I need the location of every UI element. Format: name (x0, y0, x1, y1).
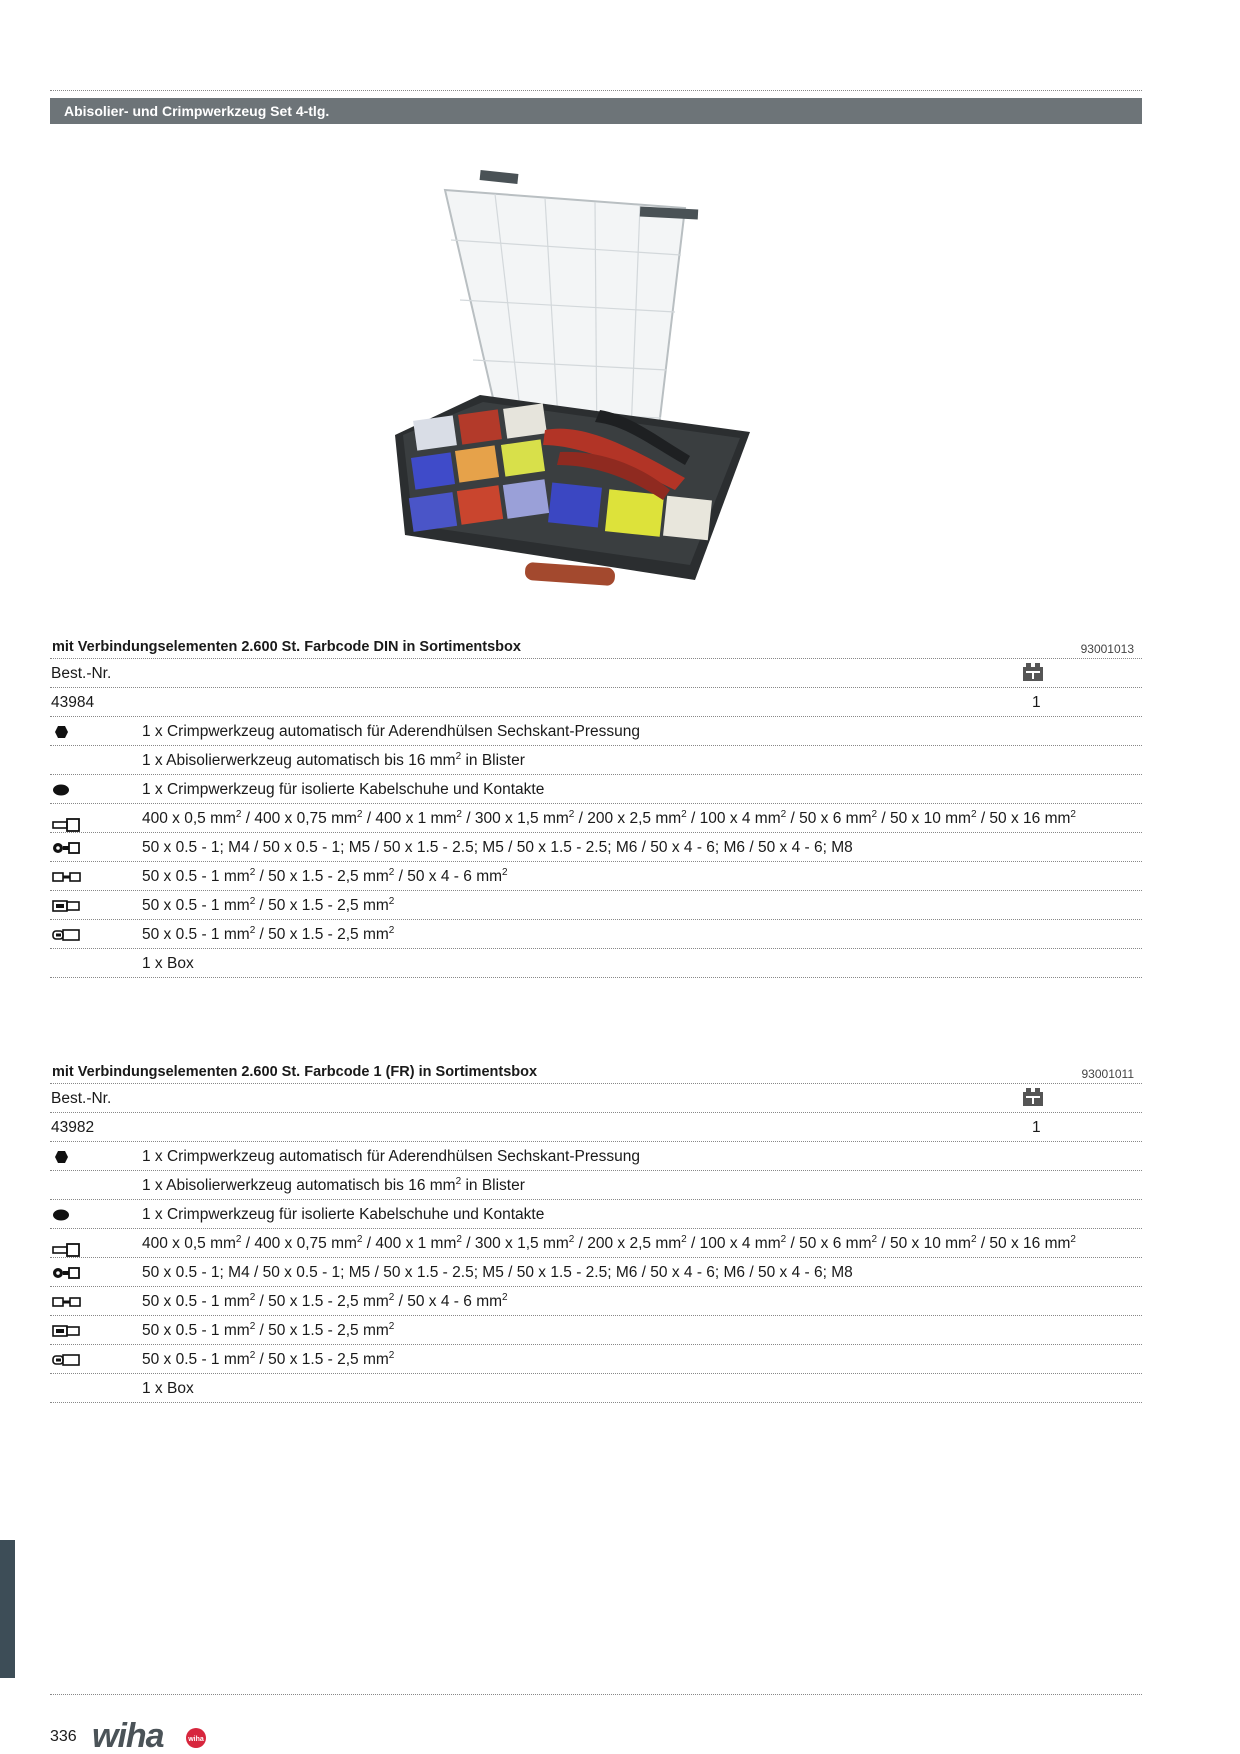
svg-text:wiha: wiha (92, 1717, 164, 1752)
hexagon-crimp-icon (52, 725, 82, 739)
item-row (50, 1316, 1142, 1345)
order-number: 43982 (51, 1119, 95, 1136)
article-code: 93001013 (1080, 642, 1134, 656)
flat-plug-icon (52, 1353, 82, 1367)
order-row (50, 1113, 1142, 1142)
item-text: 1 x Abisolierwerkzeug automatisch bis 16 $mm^2$ in Blister (142, 1175, 525, 1194)
article-code: 93001011 (1081, 1067, 1134, 1081)
order-row (50, 688, 1142, 717)
item-row (50, 1258, 1142, 1287)
package-icon (1022, 662, 1044, 682)
item-text: 50 x 0.5 - 1; M4 / 50 x 0.5 - 1; M5 / 50 x 1.5 - 2.5; M5 / 50 x 1.5 - 2.5; M6 / 50 x 4 - 6; M6 / 50 x 4 - 6; M8 (142, 839, 853, 856)
item-row (50, 1374, 1142, 1403)
oval-crimp-icon (52, 1208, 82, 1222)
item-row (50, 1287, 1142, 1316)
butt-connector-icon (52, 1295, 82, 1309)
item-text: 50 x 0.5 - 1 $mm^2 / 50$ x 1.5 - 2,5 $mm^2 / 50$ x 4 - 6 $mm^2$ (142, 866, 508, 885)
hexagon-crimp-icon (52, 1150, 82, 1164)
item-row (50, 746, 1142, 775)
item-text: 50 x 0.5 - 1 $mm^2 / 50$ x 1.5 - 2,5 $mm^2$ (142, 1320, 395, 1339)
product-title-row (50, 636, 1142, 659)
item-row (50, 920, 1142, 949)
item-text: 400 x 0,5 $mm^2 / 400$ x 0,75 $mm^2 / 400$ x 1 $mm^2 / 300$ x 1,5 $mm^2 / 200$ x 2,5 $mm^2 / 100$ x 4 $mm^2 / 50$ x 6 $mm^2 / 50$ x 10 $mm^2 / 50$ x 16 $mm^2$ (142, 808, 1076, 827)
item-row (50, 775, 1142, 804)
header-row (50, 1084, 1142, 1113)
product-title: mit Verbindungselementen 2.600 St. Farbcode 1 (FR) in Sortimentsbox (52, 1064, 538, 1080)
item-text: 50 x 0.5 - 1 $mm^2 / 50$ x 1.5 - 2,5 $mm^2$ (142, 1349, 395, 1368)
item-text: 1 x Box (142, 955, 194, 972)
item-row (50, 804, 1142, 833)
item-text: 50 x 0.5 - 1 $mm^2 / 50$ x 1.5 - 2,5 $mm^2$ (142, 895, 395, 914)
pack-quantity: 1 (1032, 694, 1041, 711)
item-row (50, 1229, 1142, 1258)
bottom-divider (50, 1694, 1142, 1695)
ferrule-icon (52, 1243, 82, 1257)
item-row (50, 891, 1142, 920)
package-icon (1022, 1087, 1044, 1107)
item-text: 50 x 0.5 - 1 $mm^2 / 50$ x 1.5 - 2,5 $mm^2$ (142, 924, 395, 943)
item-row (50, 862, 1142, 891)
order-number-label: Best.-Nr. (51, 1090, 112, 1107)
product-block-1 (50, 636, 1142, 978)
item-text: 1 x Crimpwerkzeug für isolierte Kabelschuhe und Kontakte (142, 781, 545, 798)
item-text: 1 x Crimpwerkzeug automatisch für Aderendhülsen Sechskant-Pressung (142, 1148, 640, 1165)
flat-receptacle-icon (52, 899, 82, 913)
item-row (50, 833, 1142, 862)
section-title: Abisolier- und Crimpwerkzeug Set 4-tlg. (50, 98, 1142, 124)
wiha-logo (92, 1716, 210, 1752)
product-title: mit Verbindungselementen 2.600 St. Farbcode DIN in Sortimentsbox (52, 639, 521, 655)
item-row (50, 1200, 1142, 1229)
product-block-2 (50, 1061, 1142, 1403)
header-row (50, 659, 1142, 688)
item-text: 400 x 0,5 $mm^2 / 400$ x 0,75 $mm^2 / 400$ x 1 $mm^2 / 300$ x 1,5 $mm^2 / 200$ x 2,5 $mm^2 / 100$ x 4 $mm^2 / 50$ x 6 $mm^2 / 50$ x 10 $mm^2 / 50$ x 16 $mm^2$ (142, 1233, 1076, 1252)
product-photo (385, 160, 815, 600)
item-row (50, 1345, 1142, 1374)
item-row (50, 717, 1142, 746)
item-row (50, 1142, 1142, 1171)
flat-receptacle-icon (52, 1324, 82, 1338)
item-row (50, 949, 1142, 978)
order-number: 43984 (51, 694, 95, 711)
svg-text:wiha: wiha (188, 1736, 204, 1743)
item-text: 50 x 0.5 - 1; M4 / 50 x 0.5 - 1; M5 / 50 x 1.5 - 2.5; M5 / 50 x 1.5 - 2.5; M6 / 50 x 4 - 6; M6 / 50 x 4 - 6; M8 (142, 1264, 853, 1281)
pack-quantity: 1 (1032, 1119, 1041, 1136)
item-text: 1 x Box (142, 1380, 194, 1397)
item-text: 1 x Crimpwerkzeug automatisch für Aderendhülsen Sechskant-Pressung (142, 723, 640, 740)
chapter-tab (0, 1540, 15, 1678)
page-number: 336 (50, 1728, 77, 1745)
oval-crimp-icon (52, 783, 82, 797)
product-title-row (50, 1061, 1142, 1084)
ferrule-icon (52, 818, 82, 832)
item-text: 1 x Abisolierwerkzeug automatisch bis 16 $mm^2$ in Blister (142, 750, 525, 769)
butt-connector-icon (52, 870, 82, 884)
ring-terminal-icon (52, 841, 82, 855)
order-number-label: Best.-Nr. (51, 665, 112, 682)
ring-terminal-icon (52, 1266, 82, 1280)
item-text: 1 x Crimpwerkzeug für isolierte Kabelschuhe und Kontakte (142, 1206, 545, 1223)
flat-plug-icon (52, 928, 82, 942)
top-divider (50, 90, 1142, 91)
item-text: 50 x 0.5 - 1 $mm^2 / 50$ x 1.5 - 2,5 $mm^2 / 50$ x 4 - 6 $mm^2$ (142, 1291, 508, 1310)
item-row (50, 1171, 1142, 1200)
